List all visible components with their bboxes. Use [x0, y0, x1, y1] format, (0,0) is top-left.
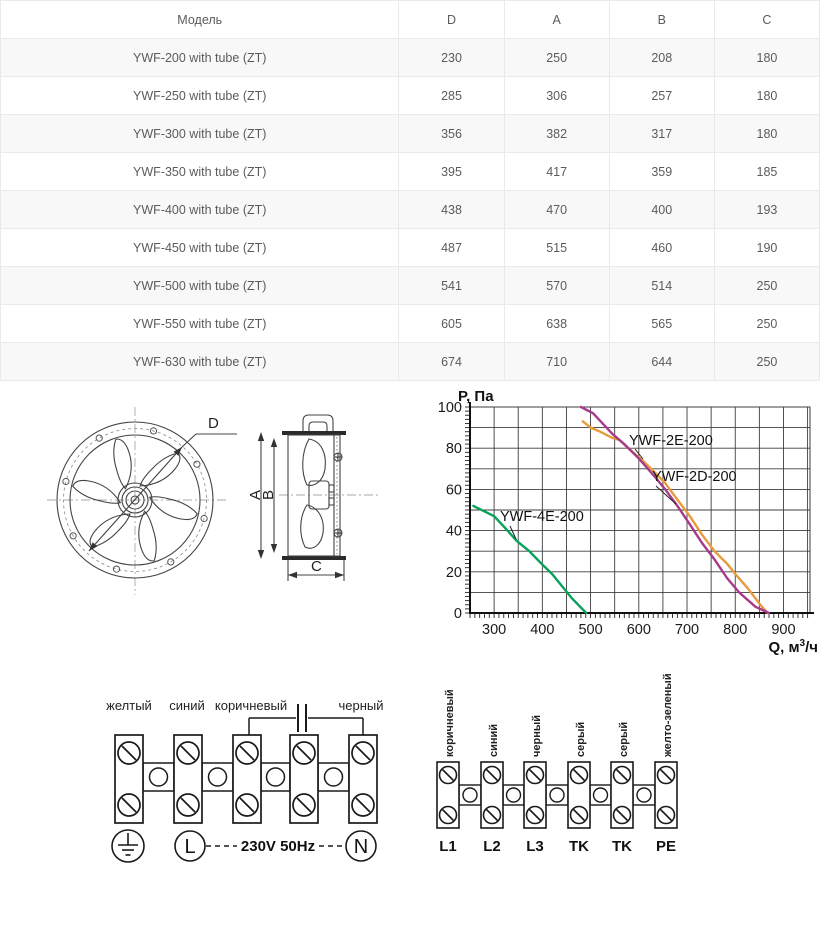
table-cell: 515: [504, 229, 609, 267]
terminal-block: [524, 762, 546, 828]
dimensions-table: [0, 0, 820, 381]
table-cell: YWF-500 with tube (ZT): [1, 267, 399, 305]
terminal-block: [233, 735, 261, 823]
wire-color-label: синий: [169, 698, 205, 713]
table-cell: 193: [714, 191, 819, 229]
blade-profile-lower: [301, 505, 324, 548]
axis-tick-labels: [438, 400, 796, 638]
table-header-row: [1, 1, 820, 39]
table-cell: 674: [399, 343, 504, 381]
table-cell: 438: [399, 191, 504, 229]
terminal-designation-label: TK: [612, 838, 632, 855]
table-cell: 470: [504, 191, 609, 229]
y-tick-label: 80: [445, 441, 462, 458]
table-cell: 570: [504, 267, 609, 305]
fan-blade: [97, 438, 146, 489]
blade-profile-upper: [303, 439, 326, 485]
table-cell: 541: [399, 267, 504, 305]
y-tick-label: 0: [453, 606, 462, 622]
wire-color-label: желтый: [106, 698, 152, 713]
table-cell: 359: [609, 153, 714, 191]
dimension-d-label: D: [208, 415, 219, 432]
wire-color-label: синий: [488, 723, 500, 757]
terminal-connector: [318, 763, 349, 791]
table-cell: 250: [714, 305, 819, 343]
terminal-connector: [459, 785, 481, 805]
table-cell: 400: [609, 191, 714, 229]
x-tick-label: 300: [482, 622, 507, 638]
table-cell: 417: [504, 153, 609, 191]
x-tick-label: 400: [530, 622, 555, 638]
table-row: [1, 39, 820, 77]
table-row: [1, 229, 820, 267]
table-cell: 487: [399, 229, 504, 267]
neutral-label: N: [353, 836, 369, 858]
terminal-block: [115, 735, 143, 823]
series-curve-YWF-2E-200: [583, 421, 768, 613]
terminal-designation-label: PE: [655, 838, 677, 855]
fan-front-view-drawing: [45, 393, 240, 618]
terminal-connector: [633, 785, 655, 805]
bolt-hole: [63, 478, 69, 484]
table-cell: 180: [714, 77, 819, 115]
table-cell: 180: [714, 39, 819, 77]
top-flange: [282, 431, 346, 435]
x-tick-label: 800: [723, 622, 748, 638]
table-cell: 382: [504, 115, 609, 153]
table-cell: 250: [714, 267, 819, 305]
y-tick-label: 100: [437, 400, 462, 416]
table-row: [1, 305, 820, 343]
motor-detail: [329, 498, 334, 505]
wire-color-label: серый: [575, 721, 587, 757]
x-tick-label: 500: [578, 622, 603, 638]
ground-icon: [112, 830, 144, 862]
fan-blade: [125, 511, 174, 562]
table-cell: 710: [504, 343, 609, 381]
table-body: [1, 39, 820, 381]
table-cell: 285: [399, 77, 504, 115]
table-cell: 208: [609, 39, 714, 77]
terminal-connector: [202, 763, 233, 791]
table-cell: 250: [504, 39, 609, 77]
phase-label: L: [184, 836, 196, 858]
terminal-designation-label: TK: [569, 838, 589, 855]
power-rating-label: 230V 50Hz: [240, 838, 316, 855]
wire-color-label: коричневый: [214, 698, 288, 713]
table-row: [1, 343, 820, 381]
dimension-a-label: A: [247, 489, 264, 500]
table-cell: 605: [399, 305, 504, 343]
wire-color-label: черный: [531, 714, 543, 757]
bolt-hole: [113, 566, 119, 572]
table-header: [1, 1, 820, 39]
dimension-b-label: B: [260, 489, 277, 500]
terminal-block: [437, 762, 459, 828]
table-cell: 190: [714, 229, 819, 267]
table-cell: YWF-400 with tube (ZT): [1, 191, 399, 229]
fan-blade: [150, 481, 199, 532]
fan-side-view-drawing: [243, 395, 383, 600]
table-row: [1, 77, 820, 115]
table-cell: 514: [609, 267, 714, 305]
column-header: C: [714, 1, 819, 39]
table-cell: 230: [399, 39, 504, 77]
table-cell: 250: [714, 343, 819, 381]
three-phase-wiring-diagram: [420, 675, 710, 867]
terminal-block: [174, 735, 202, 823]
dimension-d-arrow: [89, 434, 237, 551]
series-label: YWF-2D-200: [652, 469, 737, 485]
x-tick-label: 700: [674, 622, 700, 638]
table-cell: 395: [399, 153, 504, 191]
wire-color-label: черный: [338, 698, 384, 713]
tube-body: [288, 435, 340, 556]
column-header: A: [504, 1, 609, 39]
table-cell: YWF-250 with tube (ZT): [1, 77, 399, 115]
series-label: YWF-4E-200: [500, 509, 584, 525]
fan-blade: [72, 468, 121, 519]
terminal-connector: [261, 763, 290, 791]
y-tick-label: 20: [445, 564, 462, 581]
column-header: D: [399, 1, 504, 39]
table-cell: 460: [609, 229, 714, 267]
table-cell: YWF-300 with tube (ZT): [1, 115, 399, 153]
table-cell: 356: [399, 115, 504, 153]
table-cell: 257: [609, 77, 714, 115]
terminal-connector: [503, 785, 524, 805]
series-label: YWF-2E-200: [629, 433, 713, 449]
wire-color-label: серый: [618, 721, 630, 757]
performance-chart: [430, 388, 820, 665]
terminal-block: [290, 735, 318, 823]
y-tick-label: 60: [445, 482, 462, 499]
wire-color-label: коричневый: [444, 689, 456, 757]
table-row: [1, 267, 820, 305]
mounting-bracket: [303, 415, 333, 433]
column-header: B: [609, 1, 714, 39]
y-axis-title: P, Па: [458, 388, 494, 405]
screw-icon: [334, 453, 342, 461]
table-row: [1, 191, 820, 229]
table-row: [1, 153, 820, 191]
motor-detail: [329, 485, 334, 492]
single-phase-wiring-diagram: [90, 692, 410, 870]
terminal-designation-label: L1: [439, 838, 457, 855]
table-cell: 185: [714, 153, 819, 191]
table-cell: 180: [714, 115, 819, 153]
bolt-hole: [194, 461, 200, 467]
table-cell: YWF-630 with tube (ZT): [1, 343, 399, 381]
table-cell: YWF-350 with tube (ZT): [1, 153, 399, 191]
terminal-designation-label: L3: [526, 838, 544, 855]
x-axis-title: Q, $м^3/ч$: [768, 638, 818, 656]
bolt-hole: [96, 435, 102, 441]
screw-icon: [334, 529, 342, 537]
table-cell: 317: [609, 115, 714, 153]
fan-blade: [140, 453, 180, 486]
terminal-block: [611, 762, 633, 828]
table-cell: YWF-450 with tube (ZT): [1, 229, 399, 267]
terminal-block: [349, 735, 377, 823]
fan-blade: [90, 514, 130, 547]
terminal-connector: [546, 785, 568, 805]
column-header: Модель: [1, 1, 399, 39]
terminal-connector: [590, 785, 611, 805]
table-cell: 638: [504, 305, 609, 343]
terminal-block: [481, 762, 503, 828]
table-cell: YWF-200 with tube (ZT): [1, 39, 399, 77]
table-row: [1, 115, 820, 153]
terminal-block: [568, 762, 590, 828]
dimension-c-label: C: [311, 558, 322, 575]
table-cell: 306: [504, 77, 609, 115]
terminal-designation-label: L2: [483, 838, 501, 855]
x-tick-label: 600: [626, 622, 651, 638]
table-cell: 644: [609, 343, 714, 381]
table-cell: 565: [609, 305, 714, 343]
y-tick-label: 40: [445, 523, 462, 540]
terminal-block: [655, 762, 677, 828]
table-cell: YWF-550 with tube (ZT): [1, 305, 399, 343]
x-tick-label: 900: [771, 622, 796, 638]
terminal-connector: [143, 763, 174, 791]
wire-color-label: желто-зеленый: [662, 673, 674, 757]
